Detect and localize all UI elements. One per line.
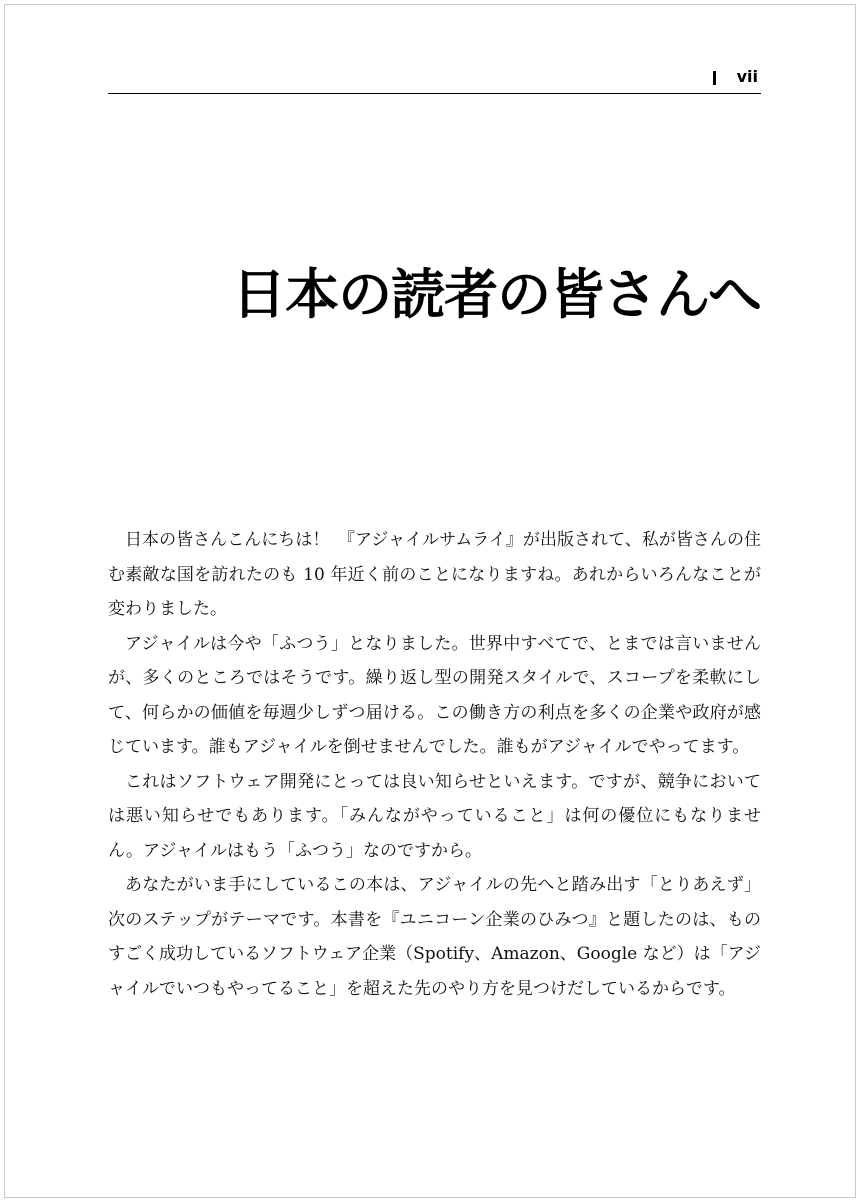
running-header	[108, 65, 761, 94]
paragraph: 日本の皆さんこんにちは！ 『アジャイルサムライ』が出版されて、私が皆さんの住む素敵な国を訪れたのも 10 年近く前のことになりますね。あれからいろんなことが変わりました。	[108, 530, 761, 619]
page-number: vii	[736, 67, 758, 86]
paragraph: これはソフトウェア開発にとっては良い知らせといえます。ですが、競争においては悪い知らせでもあります。「みんながやっていること」は何の優位にもなりません。アジャイルはもう「ふつう」なのですから。	[108, 771, 761, 861]
body-text	[108, 523, 761, 1006]
paragraph: あなたがいま手にしているこの本は、アジャイルの先へと踏み出す「とりあえず」次のステップがテーマです。本書を『ユニコーン企業のひみつ』と題したのは、ものすごく成功しているソフトウェア企業（Spotify、Amazon、Google など）は「アジャイルでいつもやってること」を超えた先のやり方を見つけだしているからです。	[108, 875, 761, 999]
page	[4, 4, 856, 1198]
header-divider-bar	[713, 71, 716, 85]
paragraph: アジャイルは今や「ふつう」となりました。世界中すべてで、とまでは言いませんが、多くのところではそうです。繰り返し型の開発スタイルで、スコープを柔軟にして、何らかの価値を毎週少しずつ届ける。この働き方の利点を多くの企業や政府が感じています。誰もアジャイルを倒せませんでした。誰もがアジャイルでやってます。	[108, 633, 761, 757]
chapter-title: 日本の読者の皆さんへ	[232, 263, 761, 326]
